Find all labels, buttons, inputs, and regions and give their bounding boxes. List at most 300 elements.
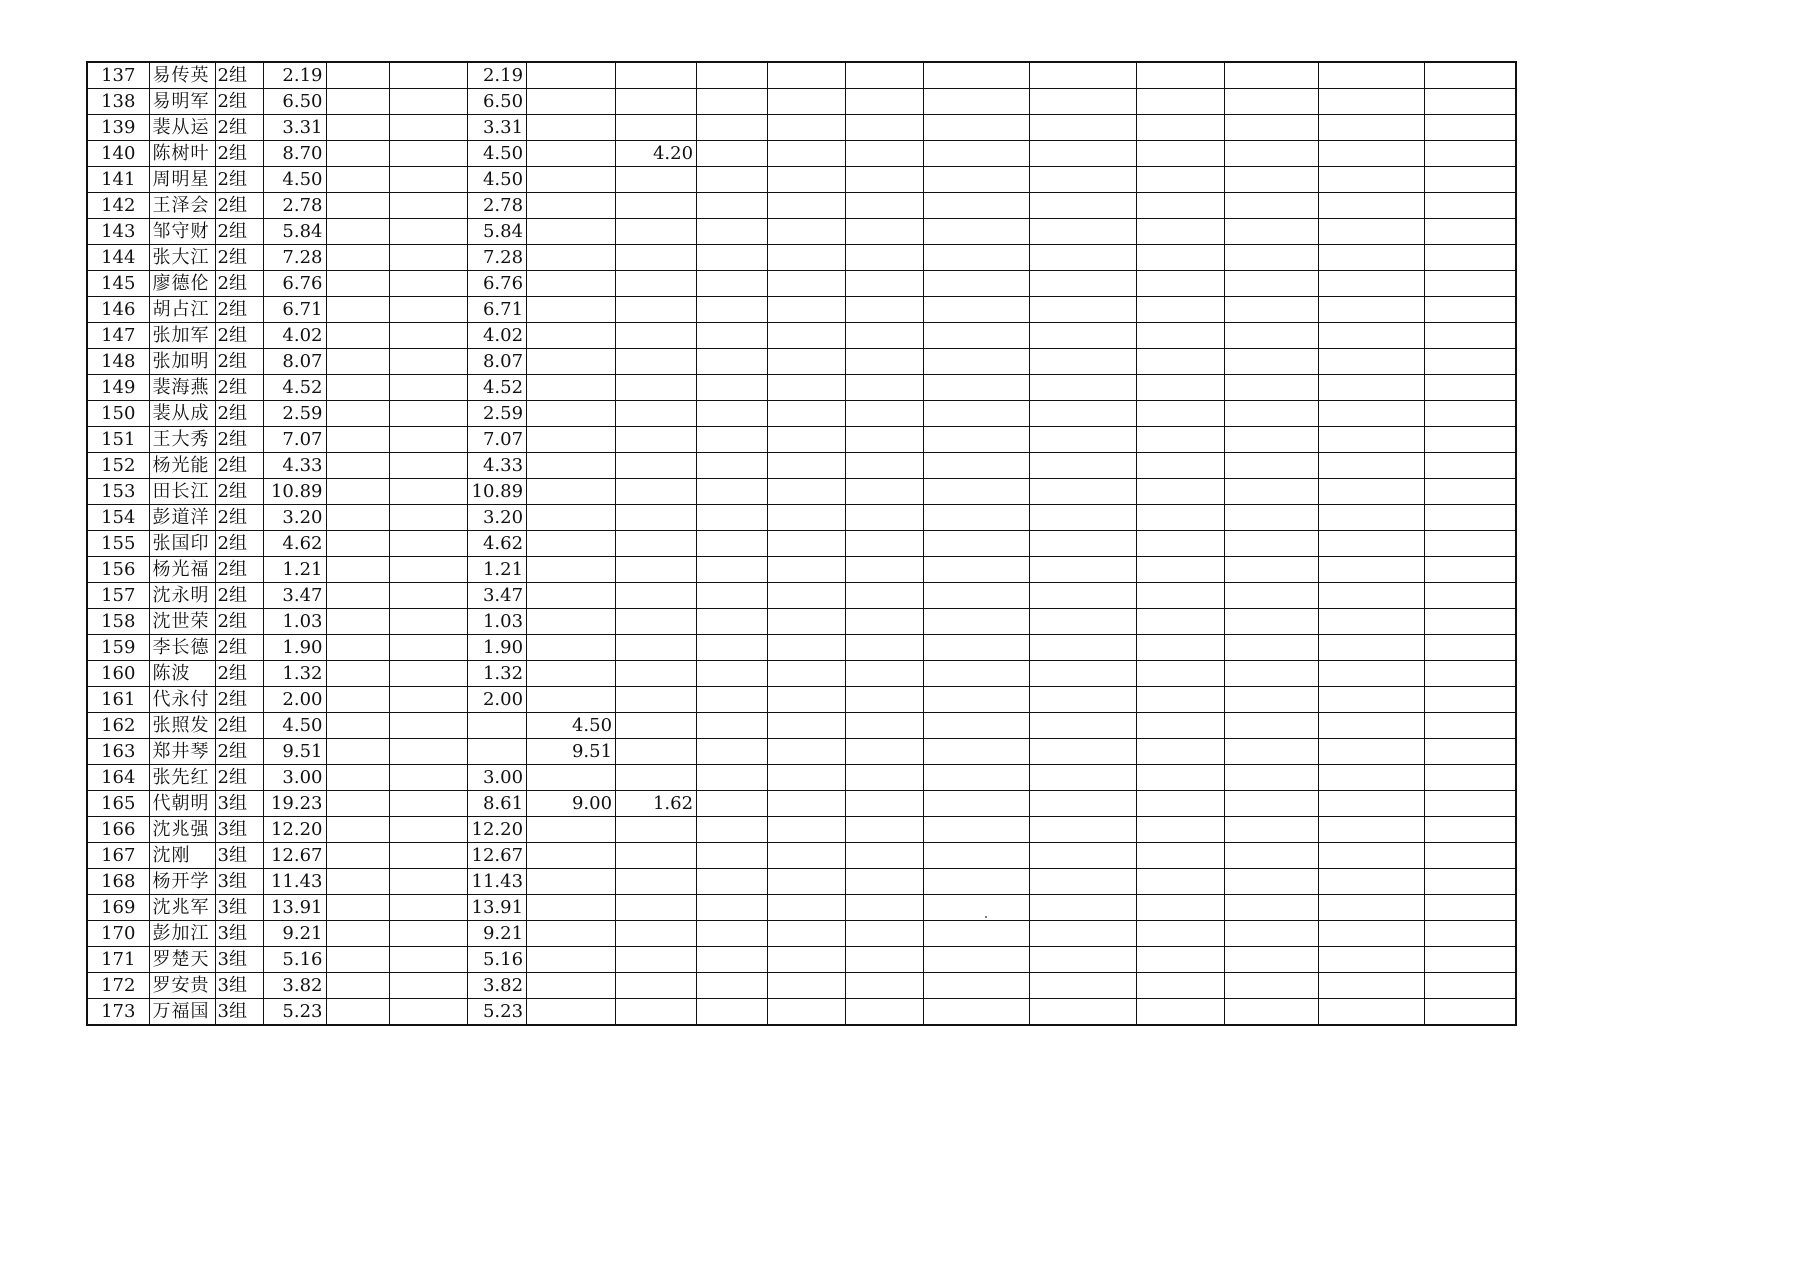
cell-c14: [1030, 947, 1137, 973]
group-cell: 2组: [215, 479, 263, 505]
cell-c18: [1425, 895, 1516, 921]
group-cell: 3组: [215, 843, 263, 869]
cell-c18: [1425, 62, 1516, 89]
cell-c7: 4.33: [467, 453, 527, 479]
cell-c17: [1319, 843, 1425, 869]
table-row: [87, 427, 1516, 453]
table-row: [87, 557, 1516, 583]
cell-c10: [697, 583, 768, 609]
cell-c8: [527, 453, 616, 479]
cell-c14: [1030, 713, 1137, 739]
cell-c13: [924, 765, 1030, 791]
total-area-cell: 13.91: [263, 895, 326, 921]
cell-c9: [616, 89, 697, 115]
table-row: [87, 635, 1516, 661]
cell-c17: [1319, 687, 1425, 713]
cell-c17: [1319, 89, 1425, 115]
cell-c13: [924, 583, 1030, 609]
cell-c7: 2.78: [467, 193, 527, 219]
cell-c5: [326, 921, 389, 947]
name-cell: 裴海燕: [149, 375, 215, 401]
cell-c14: [1030, 531, 1137, 557]
cell-c16: [1225, 323, 1319, 349]
group-cell: 2组: [215, 609, 263, 635]
cell-c15: [1137, 115, 1225, 141]
group-cell: 2组: [215, 713, 263, 739]
row-number-cell: 146: [87, 297, 149, 323]
group-cell: 2组: [215, 323, 263, 349]
table-row: [87, 921, 1516, 947]
cell-c7: 13.91: [467, 895, 527, 921]
cell-c6: [389, 895, 467, 921]
name-cell: 沈兆军: [149, 895, 215, 921]
cell-c14: [1030, 895, 1137, 921]
cell-c14: [1030, 62, 1137, 89]
cell-c9: [616, 661, 697, 687]
total-area-cell: 19.23: [263, 791, 326, 817]
cell-c9: [616, 531, 697, 557]
cell-c10: [697, 791, 768, 817]
cell-c17: [1319, 62, 1425, 89]
cell-c5: [326, 349, 389, 375]
cell-c11: [768, 583, 846, 609]
cell-c9: [616, 895, 697, 921]
cell-c16: [1225, 505, 1319, 531]
cell-c12: [846, 635, 924, 661]
cell-c13: [924, 297, 1030, 323]
cell-c10: [697, 973, 768, 999]
total-area-cell: 4.50: [263, 167, 326, 193]
cell-c7: 4.02: [467, 323, 527, 349]
total-area-cell: 2.00: [263, 687, 326, 713]
cell-c9: 4.20: [616, 141, 697, 167]
cell-c8: [527, 167, 616, 193]
cell-c7: 1.90: [467, 635, 527, 661]
group-cell: 2组: [215, 115, 263, 141]
cell-c15: [1137, 713, 1225, 739]
cell-c7: 5.16: [467, 947, 527, 973]
cell-c6: [389, 141, 467, 167]
cell-c11: [768, 609, 846, 635]
cell-c14: [1030, 167, 1137, 193]
cell-c8: [527, 401, 616, 427]
name-cell: 田长江: [149, 479, 215, 505]
cell-c12: [846, 89, 924, 115]
cell-c9: [616, 635, 697, 661]
cell-c18: [1425, 375, 1516, 401]
table-row: [87, 375, 1516, 401]
cell-c12: [846, 375, 924, 401]
cell-c12: [846, 973, 924, 999]
cell-c11: [768, 765, 846, 791]
row-number-cell: 141: [87, 167, 149, 193]
total-area-cell: 1.90: [263, 635, 326, 661]
group-cell: 2组: [215, 167, 263, 193]
group-cell: 2组: [215, 583, 263, 609]
cell-c10: [697, 219, 768, 245]
cell-c7: 11.43: [467, 869, 527, 895]
group-cell: 3组: [215, 869, 263, 895]
cell-c5: [326, 947, 389, 973]
cell-c9: [616, 505, 697, 531]
cell-c18: [1425, 349, 1516, 375]
name-cell: 胡占江: [149, 297, 215, 323]
cell-c18: [1425, 141, 1516, 167]
cell-c8: 4.50: [527, 713, 616, 739]
row-number-cell: 160: [87, 661, 149, 687]
row-number-cell: 144: [87, 245, 149, 271]
cell-c17: [1319, 661, 1425, 687]
cell-c17: [1319, 609, 1425, 635]
cell-c16: [1225, 531, 1319, 557]
name-cell: 邹守财: [149, 219, 215, 245]
cell-c17: [1319, 141, 1425, 167]
cell-c12: [846, 219, 924, 245]
cell-c5: [326, 635, 389, 661]
total-area-cell: 1.32: [263, 661, 326, 687]
cell-c14: [1030, 245, 1137, 271]
cell-c9: [616, 427, 697, 453]
cell-c5: [326, 141, 389, 167]
cell-c6: [389, 245, 467, 271]
table-row: [87, 999, 1516, 1026]
cell-c17: [1319, 479, 1425, 505]
table-row: [87, 141, 1516, 167]
cell-c10: [697, 609, 768, 635]
cell-c8: [527, 635, 616, 661]
cell-c15: [1137, 323, 1225, 349]
cell-c18: [1425, 791, 1516, 817]
cell-c16: [1225, 947, 1319, 973]
cell-c18: [1425, 869, 1516, 895]
cell-c6: [389, 583, 467, 609]
cell-c8: [527, 505, 616, 531]
cell-c9: [616, 817, 697, 843]
cell-c16: [1225, 869, 1319, 895]
cell-c7: 4.52: [467, 375, 527, 401]
cell-c7: 8.61: [467, 791, 527, 817]
group-cell: 3组: [215, 791, 263, 817]
cell-c10: [697, 349, 768, 375]
cell-c15: [1137, 921, 1225, 947]
cell-c17: [1319, 297, 1425, 323]
total-area-cell: 5.16: [263, 947, 326, 973]
cell-c15: [1137, 271, 1225, 297]
cell-c18: [1425, 219, 1516, 245]
cell-c7: 2.00: [467, 687, 527, 713]
cell-c18: [1425, 687, 1516, 713]
cell-c17: [1319, 869, 1425, 895]
cell-c16: [1225, 661, 1319, 687]
cell-c10: [697, 635, 768, 661]
cell-c11: [768, 401, 846, 427]
cell-c16: [1225, 583, 1319, 609]
cell-c8: [527, 895, 616, 921]
cell-c16: [1225, 141, 1319, 167]
group-cell: 2组: [215, 687, 263, 713]
cell-c18: [1425, 999, 1516, 1026]
cell-c5: [326, 401, 389, 427]
cell-c17: [1319, 739, 1425, 765]
cell-c18: [1425, 193, 1516, 219]
row-number-cell: 165: [87, 791, 149, 817]
cell-c14: [1030, 791, 1137, 817]
cell-c16: [1225, 739, 1319, 765]
cell-c16: [1225, 271, 1319, 297]
cell-c9: [616, 115, 697, 141]
cell-c7: 4.50: [467, 167, 527, 193]
group-cell: 2组: [215, 349, 263, 375]
cell-c7: 3.82: [467, 973, 527, 999]
total-area-cell: 4.33: [263, 453, 326, 479]
cell-c16: [1225, 219, 1319, 245]
name-cell: 代朝明: [149, 791, 215, 817]
total-area-cell: 6.71: [263, 297, 326, 323]
cell-c6: [389, 609, 467, 635]
row-number-cell: 138: [87, 89, 149, 115]
table-row: [87, 115, 1516, 141]
cell-c8: [527, 62, 616, 89]
cell-c10: [697, 453, 768, 479]
row-number-cell: 172: [87, 973, 149, 999]
cell-c15: [1137, 479, 1225, 505]
cell-c11: [768, 635, 846, 661]
cell-c10: [697, 245, 768, 271]
name-cell: 沈世荣: [149, 609, 215, 635]
cell-c13: [924, 479, 1030, 505]
cell-c5: [326, 791, 389, 817]
cell-c11: [768, 453, 846, 479]
cell-c11: [768, 713, 846, 739]
cell-c18: [1425, 947, 1516, 973]
cell-c8: [527, 999, 616, 1026]
table-row: [87, 271, 1516, 297]
cell-c16: [1225, 973, 1319, 999]
cell-c5: [326, 895, 389, 921]
total-area-cell: 2.78: [263, 193, 326, 219]
group-cell: 3组: [215, 895, 263, 921]
cell-c15: [1137, 609, 1225, 635]
total-area-cell: 7.28: [263, 245, 326, 271]
cell-c17: [1319, 219, 1425, 245]
cell-c11: [768, 375, 846, 401]
cell-c14: [1030, 349, 1137, 375]
group-cell: 2组: [215, 505, 263, 531]
cell-c14: [1030, 479, 1137, 505]
cell-c8: 9.51: [527, 739, 616, 765]
cell-c10: [697, 869, 768, 895]
cell-c11: [768, 947, 846, 973]
cell-c7: 2.59: [467, 401, 527, 427]
cell-c17: [1319, 895, 1425, 921]
cell-c11: [768, 89, 846, 115]
cell-c15: [1137, 557, 1225, 583]
cell-c11: [768, 245, 846, 271]
cell-c17: [1319, 921, 1425, 947]
land-area-table: [86, 61, 1517, 1026]
cell-c16: [1225, 89, 1319, 115]
cell-c7: 4.62: [467, 531, 527, 557]
total-area-cell: 4.50: [263, 713, 326, 739]
name-cell: 万福国: [149, 999, 215, 1026]
cell-c8: [527, 271, 616, 297]
cell-c5: [326, 765, 389, 791]
cell-c6: [389, 375, 467, 401]
cell-c6: [389, 947, 467, 973]
table-row: [87, 817, 1516, 843]
cell-c9: [616, 713, 697, 739]
group-cell: 2组: [215, 141, 263, 167]
cell-c16: [1225, 245, 1319, 271]
cell-c11: [768, 115, 846, 141]
cell-c15: [1137, 817, 1225, 843]
cell-c9: [616, 375, 697, 401]
cell-c15: [1137, 245, 1225, 271]
cell-c13: [924, 895, 1030, 921]
cell-c16: [1225, 635, 1319, 661]
cell-c5: [326, 843, 389, 869]
cell-c6: [389, 921, 467, 947]
cell-c14: [1030, 427, 1137, 453]
cell-c13: [924, 739, 1030, 765]
cell-c7: 6.50: [467, 89, 527, 115]
cell-c10: [697, 557, 768, 583]
cell-c18: [1425, 323, 1516, 349]
cell-c13: [924, 271, 1030, 297]
cell-c16: [1225, 713, 1319, 739]
name-cell: 代永付: [149, 687, 215, 713]
row-number-cell: 140: [87, 141, 149, 167]
cell-c17: [1319, 427, 1425, 453]
total-area-cell: 11.43: [263, 869, 326, 895]
cell-c5: [326, 583, 389, 609]
cell-c12: [846, 947, 924, 973]
cell-c11: [768, 895, 846, 921]
cell-c18: [1425, 297, 1516, 323]
cell-c16: [1225, 375, 1319, 401]
cell-c6: [389, 713, 467, 739]
cell-c14: [1030, 89, 1137, 115]
group-cell: 2组: [215, 531, 263, 557]
cell-c15: [1137, 505, 1225, 531]
cell-c18: [1425, 765, 1516, 791]
row-number-cell: 173: [87, 999, 149, 1026]
cell-c13: [924, 141, 1030, 167]
cell-c8: [527, 817, 616, 843]
group-cell: 2组: [215, 375, 263, 401]
name-cell: 杨光福: [149, 557, 215, 583]
total-area-cell: 8.07: [263, 349, 326, 375]
cell-c17: [1319, 453, 1425, 479]
cell-c17: [1319, 193, 1425, 219]
cell-c7: 5.23: [467, 999, 527, 1026]
name-cell: 张先红: [149, 765, 215, 791]
cell-c6: [389, 531, 467, 557]
cell-c13: [924, 245, 1030, 271]
cell-c13: [924, 323, 1030, 349]
cell-c16: [1225, 297, 1319, 323]
cell-c18: [1425, 739, 1516, 765]
total-area-cell: 9.21: [263, 921, 326, 947]
total-area-cell: 3.31: [263, 115, 326, 141]
cell-c16: [1225, 557, 1319, 583]
cell-c5: [326, 557, 389, 583]
cell-c12: [846, 141, 924, 167]
cell-c11: [768, 921, 846, 947]
name-cell: 王大秀: [149, 427, 215, 453]
cell-c14: [1030, 973, 1137, 999]
table-row: [87, 349, 1516, 375]
cell-c13: [924, 791, 1030, 817]
cell-c9: [616, 479, 697, 505]
name-cell: 罗安贵: [149, 973, 215, 999]
cell-c10: [697, 479, 768, 505]
cell-c15: [1137, 375, 1225, 401]
cell-c6: [389, 271, 467, 297]
cell-c15: [1137, 765, 1225, 791]
group-cell: 2组: [215, 219, 263, 245]
cell-c11: [768, 505, 846, 531]
cell-c10: [697, 505, 768, 531]
total-area-cell: 9.51: [263, 739, 326, 765]
cell-c5: [326, 869, 389, 895]
cell-c8: [527, 427, 616, 453]
cell-c8: [527, 141, 616, 167]
cell-c12: [846, 505, 924, 531]
cell-c10: [697, 193, 768, 219]
cell-c7: [467, 739, 527, 765]
cell-c14: [1030, 141, 1137, 167]
cell-c5: [326, 999, 389, 1026]
cell-c9: [616, 869, 697, 895]
cell-c14: [1030, 635, 1137, 661]
cell-c9: [616, 167, 697, 193]
row-number-cell: 162: [87, 713, 149, 739]
cell-c15: [1137, 193, 1225, 219]
cell-c18: [1425, 973, 1516, 999]
row-number-cell: 170: [87, 921, 149, 947]
cell-c10: [697, 89, 768, 115]
table-row: [87, 219, 1516, 245]
group-cell: 2组: [215, 635, 263, 661]
cell-c9: [616, 687, 697, 713]
total-area-cell: 5.84: [263, 219, 326, 245]
cell-c16: [1225, 895, 1319, 921]
cell-c15: [1137, 297, 1225, 323]
cell-c17: [1319, 323, 1425, 349]
cell-c7: 6.71: [467, 297, 527, 323]
table-row: [87, 62, 1516, 89]
cell-c9: [616, 349, 697, 375]
table-row: [87, 661, 1516, 687]
name-cell: 张国印: [149, 531, 215, 557]
cell-c13: [924, 921, 1030, 947]
cell-c17: [1319, 635, 1425, 661]
cell-c11: [768, 557, 846, 583]
cell-c6: [389, 843, 467, 869]
cell-c11: [768, 479, 846, 505]
cell-c7: 8.07: [467, 349, 527, 375]
cell-c5: [326, 609, 389, 635]
cell-c12: [846, 323, 924, 349]
cell-c13: [924, 817, 1030, 843]
cell-c16: [1225, 349, 1319, 375]
cell-c16: [1225, 765, 1319, 791]
cell-c7: 1.21: [467, 557, 527, 583]
cell-c12: [846, 531, 924, 557]
total-area-cell: 6.76: [263, 271, 326, 297]
cell-c7: 5.84: [467, 219, 527, 245]
